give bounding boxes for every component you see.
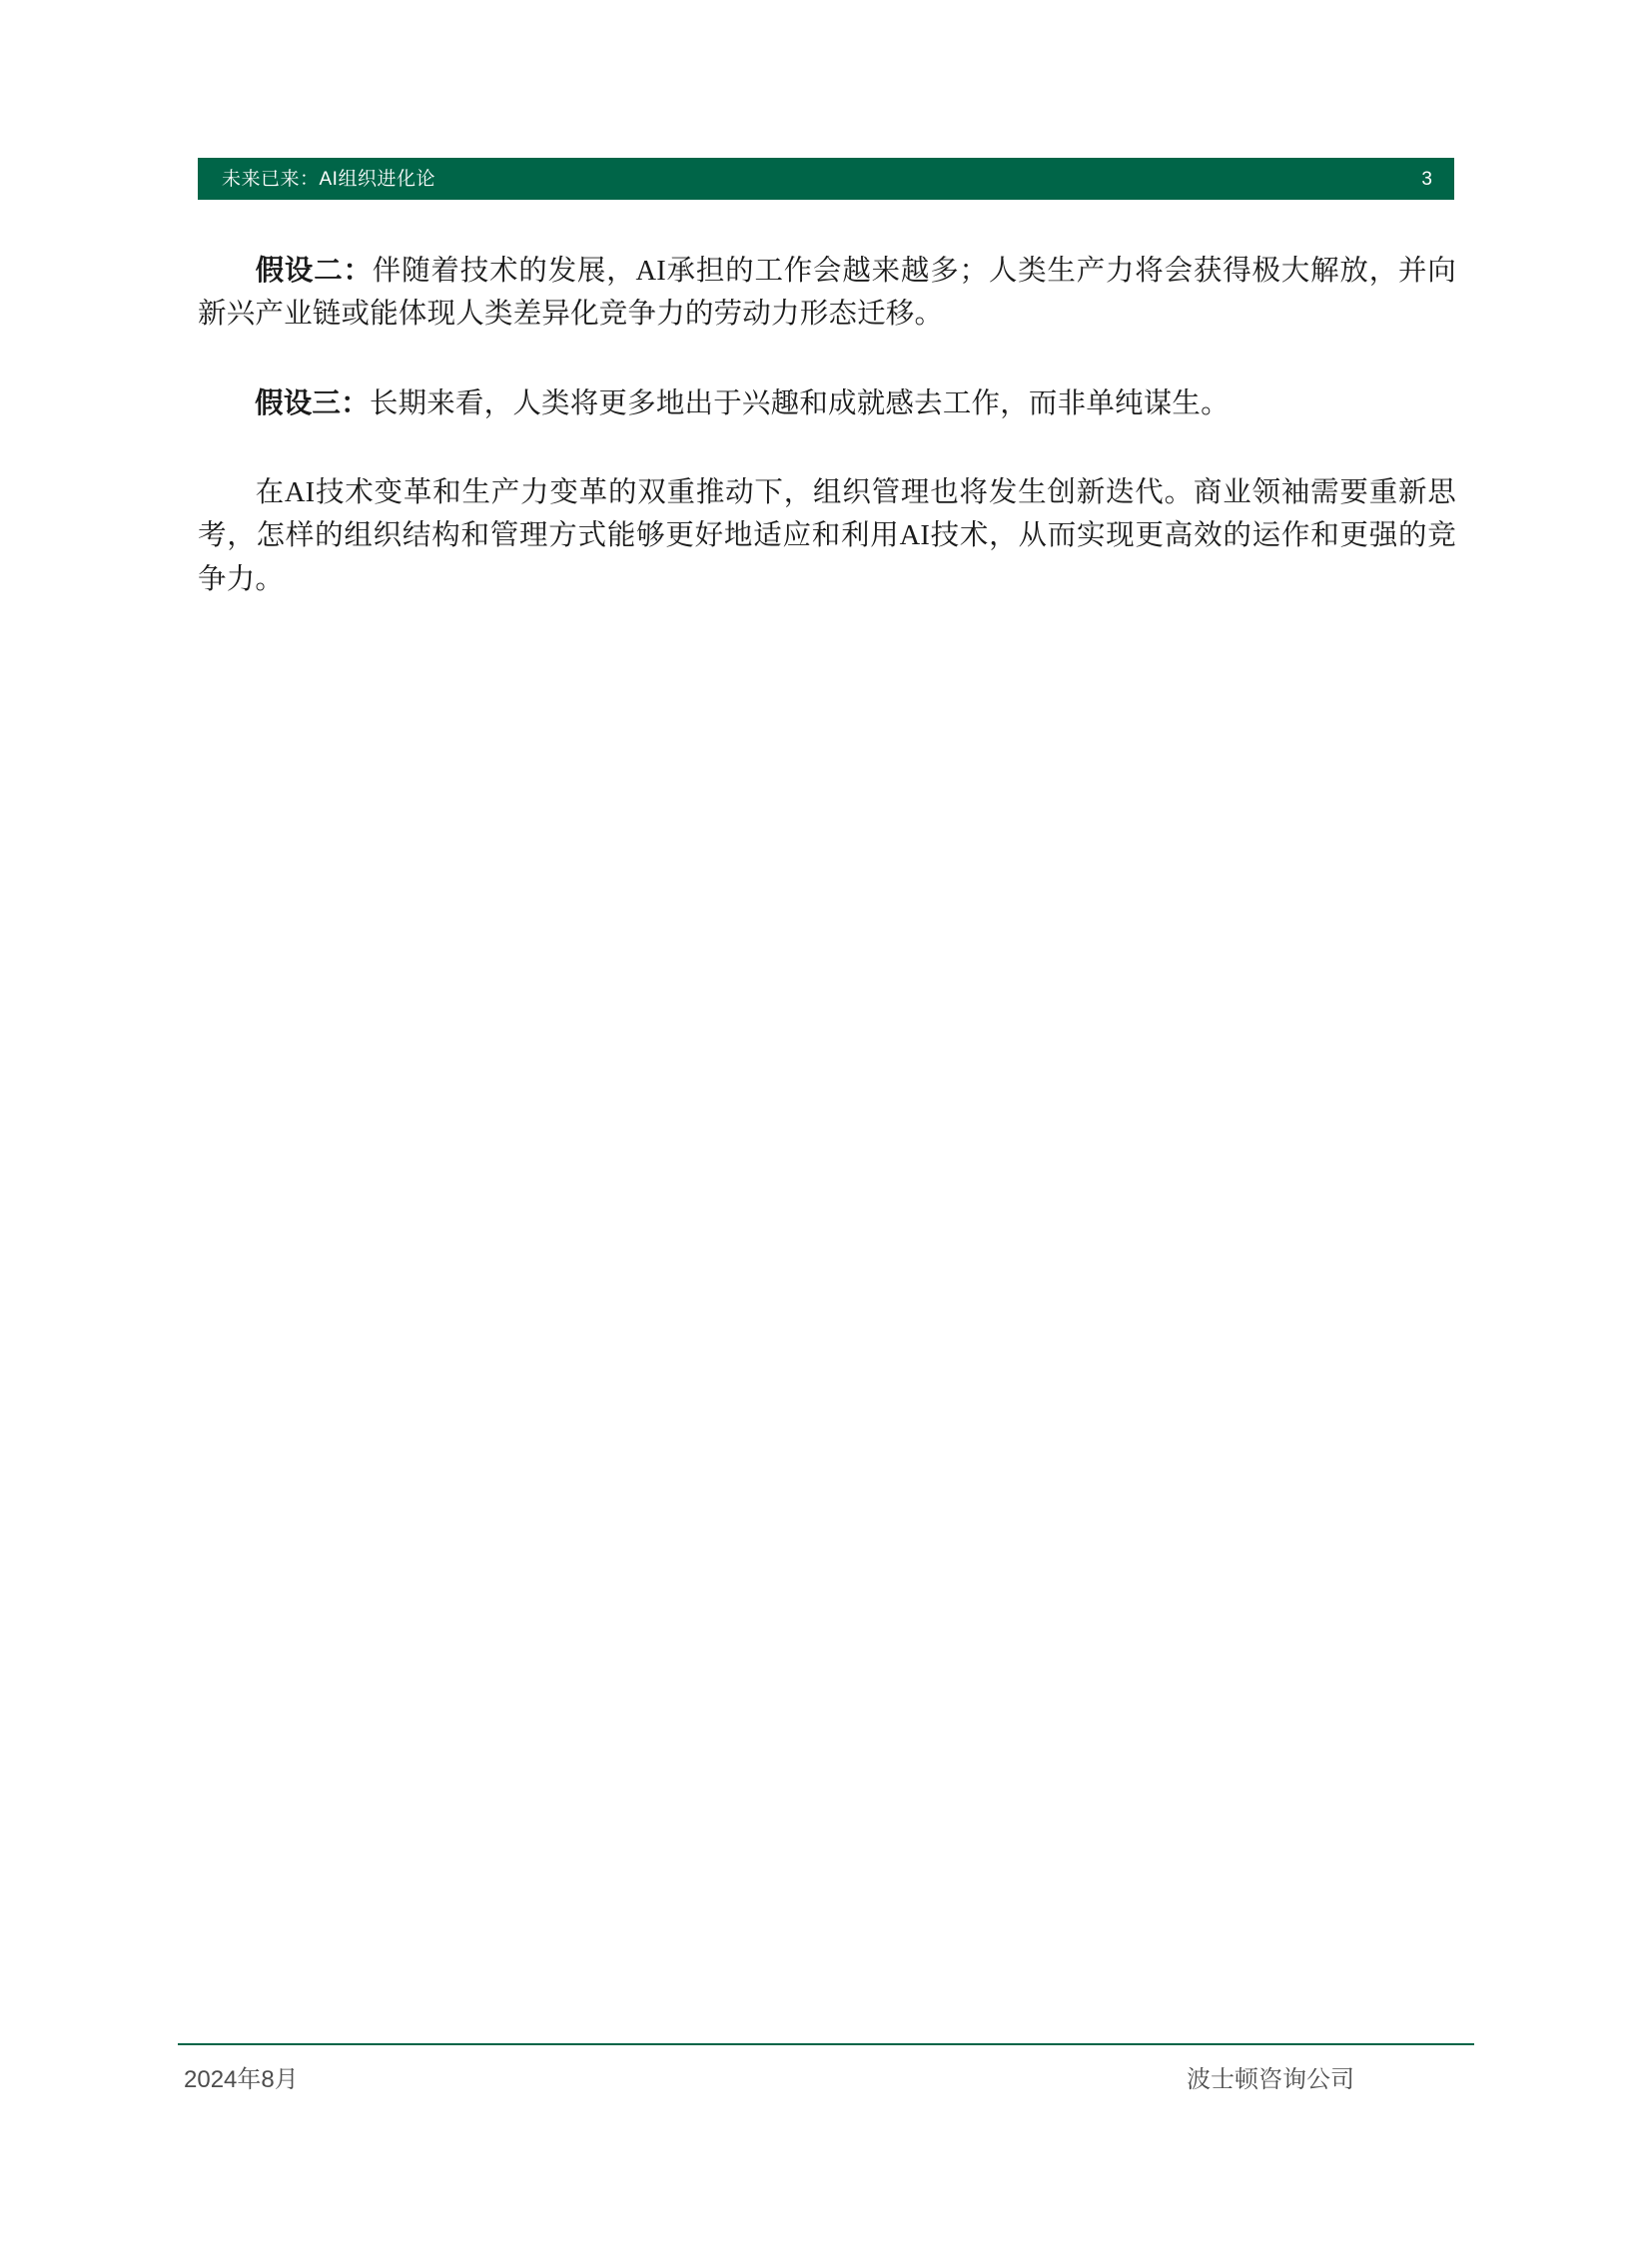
document-body [198, 250, 1456, 601]
paragraph-conclusion [198, 471, 1456, 601]
paragraph-text: 伴随着技术的发展，AI承担的工作会越来越多；人类生产力将会获得极大解放，并向新兴产业链或能体现人类差异化竞争力的劳动力形态迁移。 [198, 256, 1456, 331]
paragraph-text: 长期来看，人类将更多地出于兴趣和成就感去工作，而非单纯谋生。 [369, 387, 1230, 419]
paragraph-lead-label: 假设三： [255, 387, 370, 419]
footer-date: 2024年8月 [184, 2066, 299, 2093]
page-footer [178, 2059, 1474, 2094]
page-number: 3 [1421, 168, 1432, 190]
footer-divider [178, 2043, 1474, 2045]
page-header-band [198, 158, 1454, 200]
paragraph-assumption-two [198, 250, 1456, 337]
paragraph-text: 在AI技术变革和生产力变革的双重推动下，组织管理也将发生创新迭代。商业领袖需要重新思考，怎样的组织结构和管理方式能够更好地适应和利用AI技术，从而实现更高效的运作和更强的竞争力。 [198, 476, 1456, 595]
document-title: 未来已来：AI组织进化论 [222, 168, 435, 190]
paragraph-assumption-three [198, 382, 1456, 425]
paragraph-lead-label: 假设二： [255, 256, 373, 287]
footer-company: 波士顿咨询公司 [1187, 2066, 1354, 2093]
